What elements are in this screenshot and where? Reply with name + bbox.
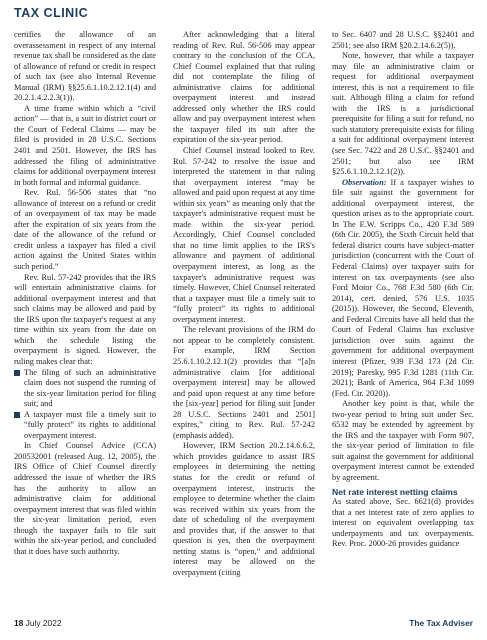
page-footer-left bbox=[14, 618, 62, 628]
observation-label: Observation: bbox=[342, 177, 387, 187]
paragraph: certifies the allowance of an overassessment in respect of any internal revenue tax shall be considered as the date of allowance of refund or credit in respect of such tax (see also Internal Revenue Manual (IRM) §§25.6.1.10.2.12.1(4) and 20.2.1.4.2.2.3(1)). bbox=[14, 30, 157, 103]
section-header: TAX CLINIC bbox=[14, 6, 89, 20]
paragraph: A time frame within which a “civil action” — that is, a suit in district court or the Court of Federal Claims — may be filed is provided in 28 U.S.C. Sections 2401 and 2501. However, the IRS has addressed the filing of administrative claims for additional overpayment interest in both formal and informal guidance. bbox=[14, 103, 156, 187]
paragraph: As stated above, Sec. 6621(d) provides that a net interest rate of zero applies to interest on equivalent overlapping tax underpayments and tax overpayments. Rev. Proc. 2000-26 provides guidance bbox=[332, 497, 474, 549]
issue-date: July 2022 bbox=[25, 618, 62, 628]
paragraph: Chief Counsel instead looked to Rev. Rul. 57-242 to resolve the issue and interpreted the statement in that ruling that overpayment interest “may be allowed and paid upon request at any time within six years” as meaning only that the taxpayer's administrative request must be made within the six-year period. Accordingly, Chief Counsel concluded that no time limit applies to the IRS's allowance and payment of additional overpayment interest, as long as the taxpayer's administrative request was timely. However, Chief Counsel reiterated that a taxpayer must file a timely suit to “fully protect” its rights to additional overpayment interest. bbox=[173, 146, 315, 324]
column-1 bbox=[14, 30, 156, 557]
publication-name: The Tax Adviser bbox=[409, 618, 473, 628]
column-2 bbox=[173, 30, 315, 578]
paragraph: Rev. Rul. 56-506 states that “no allowance of interest on a refund or credit of an overpayment of tax may be made after the expiration of six years from the date of the allowance of the refund or credit unless a taxpayer has filed a civil action against the United States within such period.” bbox=[14, 188, 156, 272]
paragraph: Note, however, that while a taxpayer may file an administrative claim or request for additional overpayment interest, this is not a requirement to file suit. Although filing a claim for refund with the IRS is a jurisdictional prerequisite for filing a suit for refund, no such statutory prerequisite exists for filing a suit for additional overpayment interest (see Sec. 7422 and 28 U.S.C. §§2401 and 2501; but also see IRM §25.6.1.10.2.12.1(2)). bbox=[332, 51, 474, 177]
bullet-text: A taxpayer must file a timely suit to “fully protect” its rights to additional overpayment interest. bbox=[24, 409, 156, 440]
column-3 bbox=[332, 30, 474, 550]
bullet-item bbox=[14, 410, 156, 442]
square-bullet-icon bbox=[14, 412, 20, 418]
bullet-item bbox=[14, 368, 156, 410]
square-bullet-icon bbox=[14, 370, 20, 376]
bullet-text: The filing of such an administrative claim does not suspend the running of the six-year limitation period for filing suit; and bbox=[24, 367, 156, 409]
section-heading: Net rate interest netting claims bbox=[332, 486, 458, 497]
observation-paragraph bbox=[332, 178, 474, 399]
page-number: 18 bbox=[14, 618, 24, 628]
paragraph: However, IRM Section 20.2.14.6.6.2, which provides guidance to assist IRS employees in determining the netting status for the credit or refund of overpayment interest, instructs the employee to determine whether the claim was received within six years from the date of scheduling of the overpayment and provides that, if the answer to that question is yes, then the overpayment netting status is “open,” and additional interest may be allowed on the overpayment (citing bbox=[173, 441, 315, 577]
bullet-list bbox=[14, 368, 156, 442]
paragraph: In Chief Counsel Advice (CCA) 200532001 (released Aug. 12, 2005), the IRS Office of Chief Counsel directly addressed the issue of whether the IRS has the authority to allow an administrative claim for additional overpayment interest that was filed within the six-year limitation period, even though the taxpayer fails to file suit within the six-year period, and concluded that it does have such authority. bbox=[14, 441, 156, 556]
paragraph: Rev. Rul. 57-242 provides that the IRS will entertain administrative claims for additional overpayment interest and that such claims may be allowed and paid by the IRS upon the taxpayer's request at any time within six years from the date on which the schedule listing the overpayment is signed. However, the ruling makes clear that: bbox=[14, 272, 156, 366]
paragraph: After acknowledging that a literal reading of Rev. Rul. 56-506 may appear contrary to the conclusion of the CCA, Chief Counsel explained that that ruling did not contemplate the filing of administrative claims for additional overpayment interest and instead addressed only whether the IRS could allow and pay overpayment interest when the taxpayer filed its suit after the expiration of the six-year period. bbox=[173, 30, 315, 145]
paragraph: The relevant provisions of the IRM do not appear to be completely consistent. For example, IRM Section 25.6.1.10.2.12.1(2) provides that “[a]n administrative claim [for additional overpayment interest] may be allowed and paid upon request at any time before the [six-year] period for filing suit [under 28 U.S.C. Sections 2401 and 2501] expires,” citing to Rev. Rul. 57-242 (emphasis added). bbox=[173, 325, 315, 440]
observation-text: If a taxpayer wishes to file suit against the government for additional overpayment interest, the question arises as to the appropriate court. In The E.W. Scripps Co., 420 F.3d 589 (6th Cir. 2005), the Sixth Circuit held that federal district courts have subject-matter jurisdiction (concurrent with the Court of Federal Claims) over taxpayer suits for interest on tax overpayments (see also Ford Motor Co., 768 F.3d 580 (6th Cir. 2014), cert. denied, 576 U.S. 1035 (2015)). However, the Second, Eleventh, and Federal Circuits have all held that the Court of Federal Claims has exclusive jurisdiction over suits against the government for additional overpayment interest (Pfizer, 939 F.3d 173 (2d Cir. 2019); Paresky, 995 F.3d 1281 (11th Cir. 2021); Bank of America, 964 F.3d 1099 (Fed. Cir. 2020)). bbox=[332, 177, 474, 398]
paragraph: to Sec. 6407 and 28 U.S.C. §§2401 and 2501; see also IRM §20.2.14.6.2(5)). bbox=[332, 30, 474, 50]
paragraph: Another key point is that, while the two-year period to bring suit under Sec. 6532 may be extended by agreement by the IRS and the taxpayer with Form 907, the six-year period of limitation to file suit against the government for additional overpayment interest cannot be extended by agreement. bbox=[332, 399, 474, 482]
